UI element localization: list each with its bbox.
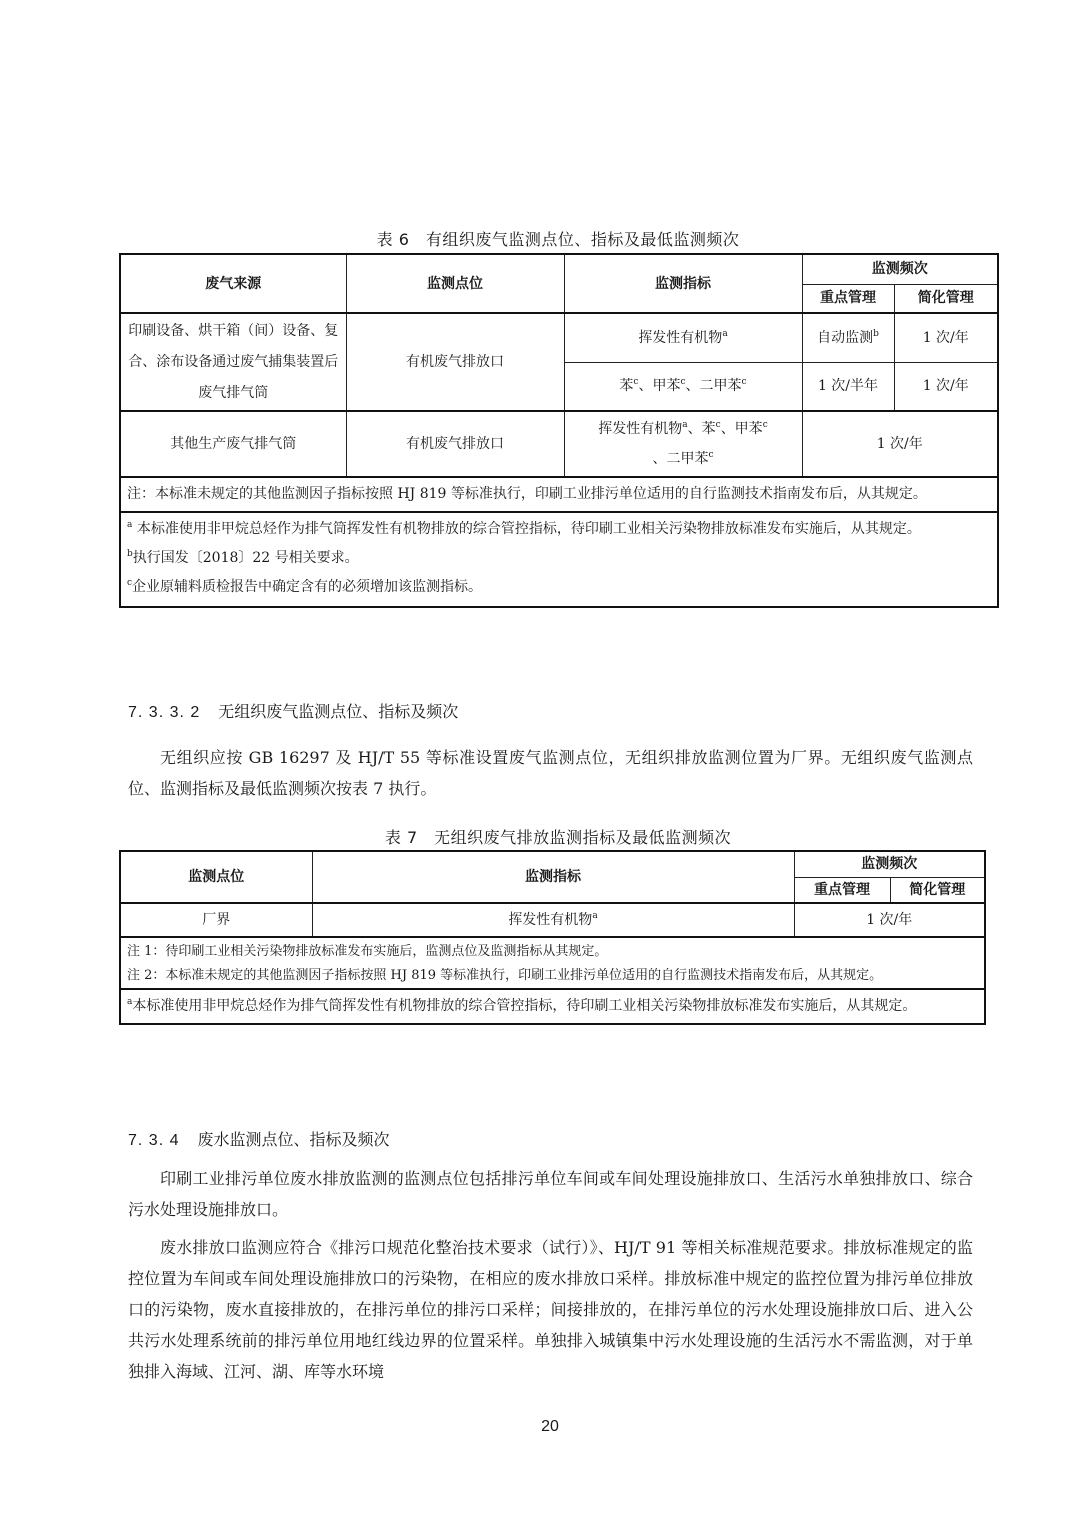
table6-header-frequency: 监测频次 <box>802 254 998 284</box>
table6-footnotes <box>120 512 998 607</box>
table6-header-source: 废气来源 <box>120 254 346 313</box>
table7-footnote-row <box>120 989 985 1024</box>
table6-header-point: 监测点位 <box>346 254 564 313</box>
table6-cell-point: 有机废气排放口 <box>346 411 564 477</box>
table6-note-row <box>120 477 998 512</box>
table7-notes <box>120 937 985 989</box>
table6-cell-indicator: 挥发性有机物$^a$、苯$^c$、甲苯$^c$ 、二甲苯$^c$ <box>564 411 802 477</box>
table6-footnotes-row <box>120 512 998 607</box>
section-heading-7332: 7. 3. 3. 2 无组织废气监测点位、指标及频次 <box>128 702 459 721</box>
table7-header-point: 监测点位 <box>120 851 312 903</box>
table7-caption: 表 7 无组织废气排放监测指标及最低监测频次 <box>384 828 732 847</box>
table7-note-2: 注 2：本标准未规定的其他监测因子指标按照 HJ 819 等标准执行，印刷工业排污单位适用的自行监测技术指南发布后，从其规定。 <box>127 968 883 983</box>
table6-cell-simple-mgmt: 1 次/年 <box>894 362 998 411</box>
table6 <box>119 253 999 608</box>
table6-cell-point: 有机废气排放口 <box>346 313 564 411</box>
footnote-b: $^b$执行国发〔2018〕22 号相关要求。 <box>127 549 359 566</box>
section-734-paragraph-1: 印刷工业排污单位废水排放监测的监测点位包括排污单位车间或车间处理设施排放口、生活污水单独排放口、综合污水处理设施排放口。 <box>128 1169 973 1219</box>
table7-header-frequency: 监测频次 <box>794 851 985 877</box>
table6-cell-simple-mgmt: 1 次/年 <box>894 313 998 362</box>
footnote-c: $^c$企业原辅料质检报告中确定含有的必须增加该监测指标。 <box>127 578 483 595</box>
table6-header-key-mgmt: 重点管理 <box>802 284 894 313</box>
table7 <box>119 850 986 1025</box>
table6-note: 注：本标准未规定的其他监测因子指标按照 HJ 819 等标准执行，印刷工业排污单位适用的自行监测技术指南发布后，从其规定。 <box>120 477 998 512</box>
section-734-paragraph-2: 废水排放口监测应符合《排污口规范化整治技术要求（试行）》、HJ/T 91 等相关标准规范要求。排放标准规定的监控位置为车间或车间处理设施排放口的污染物，在相应的废水排放口采样。排放标准中规定的监控位置为排污单位排放口的污染物，废水直接排放的，在排污单位的排污口采样；间接排放的，在排污单位的污水处理设施排放口后、进入公共污水处理系统前的排污单位用地红线边界的位置采样。单独排入城镇集中污水处理设施的生活污水不需监测，对于单独排入海域、江河、湖、库等水环境 <box>128 1238 973 1381</box>
table7-notes-row <box>120 937 985 989</box>
table6-cell-frequency: 1 次/年 <box>802 411 998 477</box>
section-heading-734: 7. 3. 4 废水监测点位、指标及频次 <box>128 1130 390 1149</box>
table-row <box>120 411 998 477</box>
table6-cell-key-mgmt: 自动监测$^b$ <box>802 313 894 362</box>
table7-header-key-mgmt: 重点管理 <box>794 877 890 903</box>
table-row <box>120 903 985 937</box>
table7-note-1: 注 1：待印刷工业相关污染物排放标准发布实施后，监测点位及监测指标从其规定。 <box>127 944 608 959</box>
table7-header-indicator: 监测指标 <box>312 851 794 903</box>
table7-cell-frequency: 1 次/年 <box>794 903 985 937</box>
section-7332-paragraph: 无组织应按 GB 16297 及 HJ/T 55 等标准设置废气监测点位，无组织排放监测位置为厂界。无组织废气监测点位、监测指标及最低监测频次按表 7 执行。 <box>128 748 973 798</box>
table7-header-simple-mgmt: 简化管理 <box>890 877 985 903</box>
table6-caption: 表 6 有组织废气监测点位、指标及最低监测频次 <box>376 230 740 249</box>
table6-header-indicator: 监测指标 <box>564 254 802 313</box>
table6-cell-indicator: 苯$^c$、甲苯$^c$、二甲苯$^c$ <box>564 362 802 411</box>
table7-cell-indicator: 挥发性有机物$^a$ <box>312 903 794 937</box>
table7-footnote: $^a$本标准使用非甲烷总烃作为排气筒挥发性有机物排放的综合管控指标，待印刷工业相关污染物排放标准发布实施后，从其规定。 <box>120 989 985 1024</box>
table6-cell-key-mgmt: 1 次/半年 <box>802 362 894 411</box>
footnote-a: $^a$ 本标准使用非甲烷总烃作为排气筒挥发性有机物排放的综合管控指标，待印刷工业相关污染物排放标准发布实施后，从其规定。 <box>127 520 921 537</box>
table6-header-simple-mgmt: 简化管理 <box>894 284 998 313</box>
table6-cell-source: 其他生产废气排气筒 <box>120 411 346 477</box>
table6-cell-indicator: 挥发性有机物$^a$ <box>564 313 802 362</box>
table6-cell-source: 印刷设备、烘干箱（间）设备、复合、涂布设备通过废气捕集装置后废气排气筒 <box>120 313 346 411</box>
table7-cell-point: 厂界 <box>120 903 312 937</box>
page-number: 20 <box>541 1418 559 1435</box>
table-row <box>120 313 998 362</box>
